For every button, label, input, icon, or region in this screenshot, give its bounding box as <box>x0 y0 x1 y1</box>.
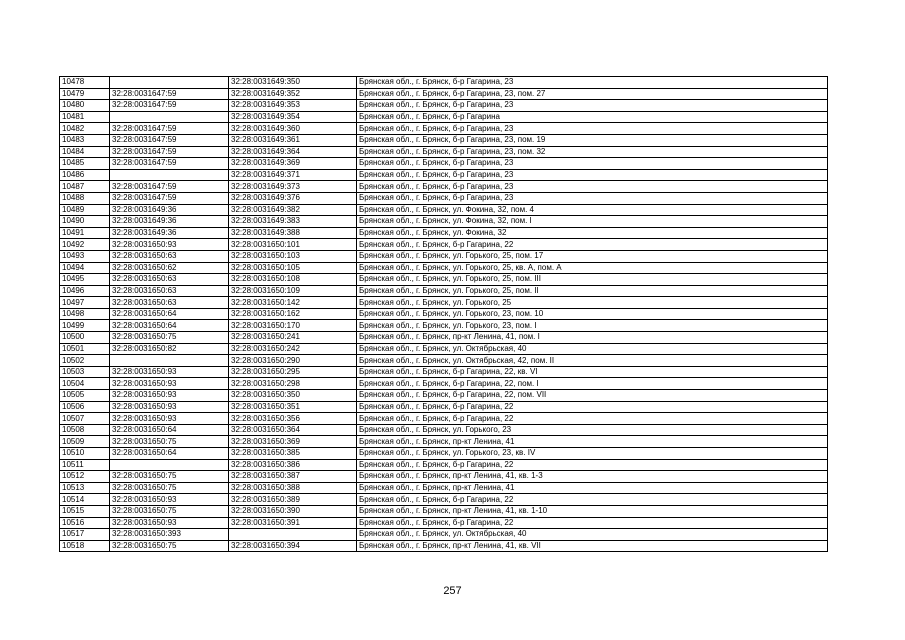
table-row <box>60 459 828 471</box>
table-row <box>60 274 828 286</box>
table-row <box>60 192 828 204</box>
table-row <box>60 181 828 193</box>
address-cell: Брянская обл., г. Брянск, б-р Гагарина, 23 <box>357 192 828 204</box>
row-number-cell: 10478 <box>60 77 110 89</box>
address-cell: Брянская обл., г. Брянск, б-р Гагарина, 23 <box>357 123 828 135</box>
parent-cadastral-cell: 32:28:0031650:93 <box>110 401 229 413</box>
table-row <box>60 424 828 436</box>
cadastral-number-cell: 32:28:0031649:353 <box>229 100 357 112</box>
parent-cadastral-cell: 32:28:0031647:59 <box>110 192 229 204</box>
address-cell: Брянская обл., г. Брянск, ул. Горького, 25, пом. 17 <box>357 250 828 262</box>
table-row <box>60 343 828 355</box>
table-row <box>60 332 828 344</box>
row-number-cell: 10481 <box>60 111 110 123</box>
row-number-cell: 10486 <box>60 169 110 181</box>
row-number-cell: 10504 <box>60 378 110 390</box>
row-number-cell: 10489 <box>60 204 110 216</box>
parent-cadastral-cell: 32:28:0031647:59 <box>110 181 229 193</box>
table-row <box>60 471 828 483</box>
address-cell: Брянская обл., г. Брянск, ул. Фокина, 32 <box>357 227 828 239</box>
row-number-cell: 10516 <box>60 517 110 529</box>
address-cell: Брянская обл., г. Брянск, ул. Фокина, 32, пом. I <box>357 216 828 228</box>
row-number-cell: 10508 <box>60 424 110 436</box>
row-number-cell: 10509 <box>60 436 110 448</box>
cadastral-number-cell: 32:28:0031650:391 <box>229 517 357 529</box>
parent-cadastral-cell: 32:28:0031650:75 <box>110 482 229 494</box>
parent-cadastral-cell: 32:28:0031650:63 <box>110 274 229 286</box>
address-cell: Брянская обл., г. Брянск, б-р Гагарина <box>357 111 828 123</box>
table-row <box>60 285 828 297</box>
address-cell: Брянская обл., г. Брянск, б-р Гагарина, 22, пом. VII <box>357 390 828 402</box>
parent-cadastral-cell: 32:28:0031650:62 <box>110 262 229 274</box>
address-cell: Брянская обл., г. Брянск, ул. Горького, 23, пом. 10 <box>357 308 828 320</box>
cadastral-number-cell: 32:28:0031650:108 <box>229 274 357 286</box>
cadastral-number-cell: 32:28:0031650:389 <box>229 494 357 506</box>
row-number-cell: 10488 <box>60 192 110 204</box>
cadastral-number-cell: 32:28:0031650:142 <box>229 297 357 309</box>
address-cell: Брянская обл., г. Брянск, ул. Горького, 25 <box>357 297 828 309</box>
table-row <box>60 158 828 170</box>
table-row <box>60 239 828 251</box>
row-number-cell: 10512 <box>60 471 110 483</box>
table-row <box>60 100 828 112</box>
address-cell: Брянская обл., г. Брянск, ул. Горького, 23 <box>357 424 828 436</box>
table-row <box>60 88 828 100</box>
parent-cadastral-cell: 32:28:0031647:59 <box>110 123 229 135</box>
row-number-cell: 10485 <box>60 158 110 170</box>
table-row <box>60 448 828 460</box>
address-cell: Брянская обл., г. Брянск, ул. Горького, 25, пом. II <box>357 285 828 297</box>
row-number-cell: 10506 <box>60 401 110 413</box>
row-number-cell: 10502 <box>60 355 110 367</box>
address-cell: Брянская обл., г. Брянск, пр-кт Ленина, 41, пом. I <box>357 332 828 344</box>
table-row <box>60 204 828 216</box>
address-cell: Брянская обл., г. Брянск, б-р Гагарина, 23, пом. 32 <box>357 146 828 158</box>
row-number-cell: 10495 <box>60 274 110 286</box>
row-number-cell: 10499 <box>60 320 110 332</box>
cadastral-number-cell: 32:28:0031649:354 <box>229 111 357 123</box>
parent-cadastral-cell <box>110 111 229 123</box>
parent-cadastral-cell <box>110 459 229 471</box>
row-number-cell: 10511 <box>60 459 110 471</box>
cadastral-number-cell: 32:28:0031650:369 <box>229 436 357 448</box>
address-cell: Брянская обл., г. Брянск, ул. Фокина, 32, пом. 4 <box>357 204 828 216</box>
address-cell: Брянская обл., г. Брянск, б-р Гагарина, 23 <box>357 169 828 181</box>
row-number-cell: 10513 <box>60 482 110 494</box>
cadastral-number-cell: 32:28:0031650:390 <box>229 505 357 517</box>
parent-cadastral-cell: 32:28:0031650:75 <box>110 436 229 448</box>
parent-cadastral-cell: 32:28:0031647:59 <box>110 146 229 158</box>
table-row <box>60 169 828 181</box>
table-row <box>60 366 828 378</box>
parent-cadastral-cell: 32:28:0031650:63 <box>110 297 229 309</box>
parent-cadastral-cell: 32:28:0031650:64 <box>110 448 229 460</box>
cadastral-number-cell: 32:28:0031649:371 <box>229 169 357 181</box>
parent-cadastral-cell: 32:28:0031650:93 <box>110 239 229 251</box>
address-cell: Брянская обл., г. Брянск, пр-кт Ленина, 41, кв. VII <box>357 540 828 552</box>
cadastral-number-cell: 32:28:0031650:394 <box>229 540 357 552</box>
parent-cadastral-cell: 32:28:0031650:93 <box>110 413 229 425</box>
table-row <box>60 123 828 135</box>
cadastral-number-cell: 32:28:0031649:373 <box>229 181 357 193</box>
table-row <box>60 482 828 494</box>
parent-cadastral-cell: 32:28:0031650:64 <box>110 424 229 436</box>
cadastral-number-cell: 32:28:0031649:352 <box>229 88 357 100</box>
page-number: 257 <box>443 585 462 597</box>
table-row <box>60 390 828 402</box>
row-number-cell: 10490 <box>60 216 110 228</box>
cadastral-number-cell: 32:28:0031649:364 <box>229 146 357 158</box>
parent-cadastral-cell: 32:28:0031650:93 <box>110 494 229 506</box>
address-cell: Брянская обл., г. Брянск, б-р Гагарина, 23 <box>357 181 828 193</box>
address-cell: Брянская обл., г. Брянск, ул. Горького, 25, пом. III <box>357 274 828 286</box>
address-cell: Брянская обл., г. Брянск, ул. Горького, 23, пом. I <box>357 320 828 332</box>
parent-cadastral-cell: 32:28:0031650:75 <box>110 332 229 344</box>
parent-cadastral-cell: 32:28:0031650:93 <box>110 390 229 402</box>
table-row <box>60 77 828 89</box>
row-number-cell: 10487 <box>60 181 110 193</box>
row-number-cell: 10517 <box>60 529 110 541</box>
parent-cadastral-cell: 32:28:0031650:93 <box>110 517 229 529</box>
cadastral-number-cell: 32:28:0031649:376 <box>229 192 357 204</box>
table-row <box>60 308 828 320</box>
address-cell: Брянская обл., г. Брянск, пр-кт Ленина, 41, кв. 1-10 <box>357 505 828 517</box>
address-cell: Брянская обл., г. Брянск, б-р Гагарина, 22 <box>357 494 828 506</box>
address-cell: Брянская обл., г. Брянск, б-р Гагарина, 22 <box>357 459 828 471</box>
address-cell: Брянская обл., г. Брянск, б-р Гагарина, 22 <box>357 517 828 529</box>
row-number-cell: 10501 <box>60 343 110 355</box>
parent-cadastral-cell: 32:28:0031650:75 <box>110 540 229 552</box>
parent-cadastral-cell: 32:28:0031647:59 <box>110 134 229 146</box>
address-cell: Брянская обл., г. Брянск, б-р Гагарина, 23 <box>357 77 828 89</box>
address-cell: Брянская обл., г. Брянск, пр-кт Ленина, 41 <box>357 436 828 448</box>
cadastral-number-cell: 32:28:0031650:386 <box>229 459 357 471</box>
cadastral-number-cell: 32:28:0031650:387 <box>229 471 357 483</box>
parent-cadastral-cell: 32:28:0031650:75 <box>110 505 229 517</box>
parent-cadastral-cell: 32:28:0031650:63 <box>110 285 229 297</box>
address-cell: Брянская обл., г. Брянск, пр-кт Ленина, 41, кв. 1-3 <box>357 471 828 483</box>
row-number-cell: 10479 <box>60 88 110 100</box>
parent-cadastral-cell: 32:28:0031650:75 <box>110 471 229 483</box>
address-cell: Брянская обл., г. Брянск, б-р Гагарина, 23 <box>357 100 828 112</box>
cadastral-number-cell: 32:28:0031650:109 <box>229 285 357 297</box>
address-cell: Брянская обл., г. Брянск, ул. Горького, 25, кв. А, пом. А <box>357 262 828 274</box>
cadastral-number-cell: 32:28:0031649:382 <box>229 204 357 216</box>
parent-cadastral-cell: 32:28:0031649:36 <box>110 204 229 216</box>
cadastral-number-cell: 32:28:0031650:242 <box>229 343 357 355</box>
parent-cadastral-cell: 32:28:0031649:36 <box>110 227 229 239</box>
table-row <box>60 297 828 309</box>
parent-cadastral-cell: 32:28:0031647:59 <box>110 100 229 112</box>
cadastral-number-cell: 32:28:0031650:162 <box>229 308 357 320</box>
row-number-cell: 10507 <box>60 413 110 425</box>
registry-table-body <box>60 77 828 552</box>
row-number-cell: 10505 <box>60 390 110 402</box>
cadastral-number-cell: 32:28:0031650:101 <box>229 239 357 251</box>
table-row <box>60 134 828 146</box>
row-number-cell: 10496 <box>60 285 110 297</box>
parent-cadastral-cell: 32:28:0031647:59 <box>110 158 229 170</box>
cadastral-number-cell: 32:28:0031649:361 <box>229 134 357 146</box>
cadastral-number-cell: 32:28:0031650:350 <box>229 390 357 402</box>
cadastral-number-cell: 32:28:0031650:356 <box>229 413 357 425</box>
cadastral-number-cell: 32:28:0031650:241 <box>229 332 357 344</box>
cadastral-number-cell: 32:28:0031650:105 <box>229 262 357 274</box>
address-cell: Брянская обл., г. Брянск, б-р Гагарина, 23, пом. 27 <box>357 88 828 100</box>
table-row <box>60 216 828 228</box>
address-cell: Брянская обл., г. Брянск, пр-кт Ленина, 41 <box>357 482 828 494</box>
row-number-cell: 10482 <box>60 123 110 135</box>
cadastral-number-cell: 32:28:0031649:388 <box>229 227 357 239</box>
cadastral-number-cell: 32:28:0031650:103 <box>229 250 357 262</box>
table-row <box>60 540 828 552</box>
parent-cadastral-cell <box>110 169 229 181</box>
registry-table <box>59 76 828 552</box>
row-number-cell: 10497 <box>60 297 110 309</box>
address-cell: Брянская обл., г. Брянск, б-р Гагарина, 23, пом. 19 <box>357 134 828 146</box>
table-row <box>60 505 828 517</box>
address-cell: Брянская обл., г. Брянск, б-р Гагарина, 22 <box>357 239 828 251</box>
cadastral-number-cell: 32:28:0031650:298 <box>229 378 357 390</box>
cadastral-number-cell: 32:28:0031650:295 <box>229 366 357 378</box>
table-row <box>60 146 828 158</box>
table-row <box>60 320 828 332</box>
cadastral-number-cell: 32:28:0031650:351 <box>229 401 357 413</box>
row-number-cell: 10484 <box>60 146 110 158</box>
cadastral-number-cell: 32:28:0031649:360 <box>229 123 357 135</box>
cadastral-number-cell: 32:28:0031650:290 <box>229 355 357 367</box>
table-row <box>60 494 828 506</box>
row-number-cell: 10480 <box>60 100 110 112</box>
parent-cadastral-cell: 32:28:0031650:93 <box>110 378 229 390</box>
table-row <box>60 378 828 390</box>
row-number-cell: 10514 <box>60 494 110 506</box>
address-cell: Брянская обл., г. Брянск, б-р Гагарина, 22 <box>357 401 828 413</box>
address-cell: Брянская обл., г. Брянск, б-р Гагарина, 22, пом. I <box>357 378 828 390</box>
row-number-cell: 10483 <box>60 134 110 146</box>
parent-cadastral-cell: 32:28:0031650:63 <box>110 250 229 262</box>
row-number-cell: 10518 <box>60 540 110 552</box>
table-row <box>60 436 828 448</box>
cadastral-number-cell: 32:28:0031650:364 <box>229 424 357 436</box>
address-cell: Брянская обл., г. Брянск, б-р Гагарина, 22, кв. VI <box>357 366 828 378</box>
parent-cadastral-cell: 32:28:0031650:93 <box>110 366 229 378</box>
address-cell: Брянская обл., г. Брянск, ул. Горького, 23, кв. IV <box>357 448 828 460</box>
parent-cadastral-cell: 32:28:0031647:59 <box>110 88 229 100</box>
cadastral-number-cell: 32:28:0031649:350 <box>229 77 357 89</box>
cadastral-number-cell: 32:28:0031650:388 <box>229 482 357 494</box>
table-row <box>60 529 828 541</box>
parent-cadastral-cell: 32:28:0031650:64 <box>110 320 229 332</box>
parent-cadastral-cell <box>110 77 229 89</box>
table-row <box>60 413 828 425</box>
row-number-cell: 10494 <box>60 262 110 274</box>
address-cell: Брянская обл., г. Брянск, ул. Октябрьская, 40 <box>357 529 828 541</box>
parent-cadastral-cell: 32:28:0031650:64 <box>110 308 229 320</box>
row-number-cell: 10515 <box>60 505 110 517</box>
cadastral-number-cell: 32:28:0031649:383 <box>229 216 357 228</box>
parent-cadastral-cell: 32:28:0031650:393 <box>110 529 229 541</box>
parent-cadastral-cell: 32:28:0031650:82 <box>110 343 229 355</box>
parent-cadastral-cell: 32:28:0031649:36 <box>110 216 229 228</box>
address-cell: Брянская обл., г. Брянск, ул. Октябрьская, 40 <box>357 343 828 355</box>
row-number-cell: 10500 <box>60 332 110 344</box>
parent-cadastral-cell <box>110 355 229 367</box>
row-number-cell: 10503 <box>60 366 110 378</box>
cadastral-number-cell: 32:28:0031649:369 <box>229 158 357 170</box>
table-row <box>60 227 828 239</box>
table-row <box>60 262 828 274</box>
address-cell: Брянская обл., г. Брянск, ул. Октябрьская, 42, пом. II <box>357 355 828 367</box>
address-cell: Брянская обл., г. Брянск, б-р Гагарина, 22 <box>357 413 828 425</box>
row-number-cell: 10493 <box>60 250 110 262</box>
table-row <box>60 355 828 367</box>
cadastral-number-cell: 32:28:0031650:385 <box>229 448 357 460</box>
row-number-cell: 10492 <box>60 239 110 251</box>
table-row <box>60 517 828 529</box>
table-row <box>60 250 828 262</box>
row-number-cell: 10498 <box>60 308 110 320</box>
table-row <box>60 111 828 123</box>
row-number-cell: 10510 <box>60 448 110 460</box>
table-row <box>60 401 828 413</box>
address-cell: Брянская обл., г. Брянск, б-р Гагарина, 23 <box>357 158 828 170</box>
row-number-cell: 10491 <box>60 227 110 239</box>
cadastral-number-cell: 32:28:0031650:170 <box>229 320 357 332</box>
cadastral-number-cell <box>229 529 357 541</box>
